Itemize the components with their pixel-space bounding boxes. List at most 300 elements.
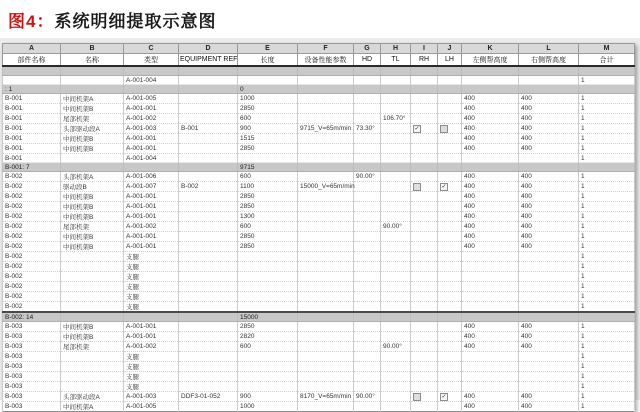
table-cell[interactable]: 400 xyxy=(462,392,519,402)
table-cell[interactable] xyxy=(179,144,238,154)
table-cell[interactable] xyxy=(438,212,462,222)
table-cell[interactable]: 尾部机架 xyxy=(61,114,124,124)
table-cell[interactable]: 1 xyxy=(579,242,635,252)
table-cell[interactable] xyxy=(438,322,462,332)
table-cell[interactable] xyxy=(179,352,238,362)
table-cell[interactable]: 1 xyxy=(579,202,635,212)
table-cell[interactable]: 400 xyxy=(519,402,579,412)
table-cell[interactable]: 1 xyxy=(579,192,635,202)
table-cell[interactable] xyxy=(354,182,381,192)
table-cell[interactable]: 1 xyxy=(579,262,635,272)
table-cell[interactable] xyxy=(438,104,462,114)
table-cell[interactable]: 中间机架B xyxy=(61,232,124,242)
table-cell[interactable]: 15000_V=65m/min xyxy=(298,182,354,192)
table-cell[interactable]: B-001 xyxy=(3,114,61,124)
table-cell[interactable]: B-001 xyxy=(3,104,61,114)
table-cell[interactable]: B-003 xyxy=(3,382,61,392)
table-cell[interactable] xyxy=(354,94,381,104)
table-cell[interactable]: 支腿 xyxy=(124,272,179,282)
table-cell[interactable] xyxy=(519,352,579,362)
table-cell[interactable] xyxy=(179,302,238,313)
table-cell[interactable] xyxy=(61,352,124,362)
table-cell[interactable] xyxy=(411,134,438,144)
table-cell[interactable] xyxy=(462,372,519,382)
table-cell[interactable] xyxy=(298,272,354,282)
table-cell[interactable] xyxy=(354,342,381,352)
table-cell[interactable] xyxy=(381,272,411,282)
table-cell[interactable] xyxy=(411,192,438,202)
table-cell[interactable]: 400 xyxy=(519,222,579,232)
table-cell[interactable] xyxy=(179,322,238,332)
table-cell[interactable] xyxy=(381,252,411,262)
table-cell[interactable] xyxy=(298,172,354,182)
table-cell[interactable] xyxy=(381,154,411,163)
table-cell[interactable]: 中间机架A xyxy=(61,402,124,412)
table-cell[interactable] xyxy=(238,362,298,372)
table-cell[interactable] xyxy=(438,282,462,292)
table-cell[interactable]: 1 xyxy=(579,362,635,372)
table-cell[interactable]: B-003 xyxy=(3,332,61,342)
table-cell[interactable] xyxy=(381,332,411,342)
table-cell[interactable]: 400 xyxy=(462,172,519,182)
table-cell[interactable]: B-003 xyxy=(3,362,61,372)
table-cell[interactable] xyxy=(179,202,238,212)
table-cell[interactable] xyxy=(381,382,411,392)
table-cell[interactable] xyxy=(354,262,381,272)
table-cell[interactable] xyxy=(298,76,354,85)
table-cell[interactable] xyxy=(238,282,298,292)
table-cell[interactable] xyxy=(462,362,519,372)
table-cell[interactable] xyxy=(238,352,298,362)
table-cell[interactable]: 中间机架B xyxy=(61,202,124,212)
table-cell[interactable] xyxy=(411,372,438,382)
table-cell[interactable] xyxy=(354,252,381,262)
table-cell[interactable] xyxy=(519,252,579,262)
table-cell[interactable] xyxy=(179,282,238,292)
table-cell[interactable]: B-003 xyxy=(3,392,61,402)
table-cell[interactable] xyxy=(354,154,381,163)
table-cell[interactable] xyxy=(438,192,462,202)
table-cell[interactable] xyxy=(438,114,462,124)
table-cell[interactable] xyxy=(298,302,354,313)
table-cell[interactable]: 头部机架A xyxy=(61,172,124,182)
table-cell[interactable] xyxy=(438,352,462,362)
table-cell[interactable]: 头部驱动段A xyxy=(61,124,124,134)
table-cell[interactable]: 400 xyxy=(462,342,519,352)
table-cell[interactable]: 400 xyxy=(462,322,519,332)
table-cell[interactable]: 尾部机架 xyxy=(61,342,124,352)
table-cell[interactable] xyxy=(519,154,579,163)
table-cell[interactable] xyxy=(438,202,462,212)
column-letter[interactable]: H xyxy=(381,44,411,54)
table-cell[interactable]: 73.30° xyxy=(354,124,381,134)
table-cell[interactable] xyxy=(354,332,381,342)
table-cell[interactable] xyxy=(179,104,238,114)
table-cell[interactable] xyxy=(438,242,462,252)
table-cell[interactable]: A-001-004 xyxy=(124,154,179,163)
table-cell[interactable] xyxy=(438,292,462,302)
table-cell[interactable]: 1 xyxy=(579,392,635,402)
table-cell[interactable]: A-001-004 xyxy=(124,76,179,85)
table-cell[interactable]: 600 xyxy=(238,114,298,124)
table-cell[interactable] xyxy=(298,232,354,242)
table-cell[interactable] xyxy=(381,262,411,272)
table-cell[interactable]: 1 xyxy=(579,352,635,362)
table-cell[interactable] xyxy=(354,302,381,313)
table-cell[interactable] xyxy=(411,392,438,402)
table-cell[interactable] xyxy=(411,114,438,124)
table-cell[interactable] xyxy=(298,362,354,372)
table-cell[interactable] xyxy=(354,192,381,202)
table-cell[interactable] xyxy=(354,76,381,85)
table-cell[interactable]: B-001 xyxy=(179,124,238,134)
table-cell[interactable]: 支腿 xyxy=(124,262,179,272)
table-cell[interactable]: 1 xyxy=(579,144,635,154)
table-cell[interactable] xyxy=(462,272,519,282)
table-cell[interactable]: 2850 xyxy=(238,202,298,212)
table-cell[interactable] xyxy=(61,362,124,372)
table-cell[interactable] xyxy=(298,104,354,114)
table-cell[interactable] xyxy=(381,372,411,382)
table-cell[interactable]: 1 xyxy=(579,372,635,382)
table-cell[interactable] xyxy=(61,252,124,262)
table-cell[interactable] xyxy=(411,282,438,292)
table-cell[interactable] xyxy=(438,76,462,85)
table-cell[interactable]: A-001-001 xyxy=(124,332,179,342)
table-cell[interactable]: 400 xyxy=(519,94,579,104)
table-cell[interactable] xyxy=(61,382,124,392)
column-letter[interactable]: E xyxy=(238,44,298,54)
table-cell[interactable] xyxy=(381,302,411,313)
table-cell[interactable] xyxy=(179,362,238,372)
table-cell[interactable] xyxy=(298,154,354,163)
table-cell[interactable] xyxy=(354,242,381,252)
table-cell[interactable]: 1 xyxy=(579,94,635,104)
table-cell[interactable] xyxy=(354,272,381,282)
table-cell[interactable] xyxy=(438,382,462,392)
table-cell[interactable]: 400 xyxy=(462,222,519,232)
table-cell[interactable]: 1 xyxy=(579,342,635,352)
table-cell[interactable]: 400 xyxy=(519,232,579,242)
table-cell[interactable] xyxy=(438,392,462,402)
table-cell[interactable]: 1 xyxy=(579,114,635,124)
table-cell[interactable] xyxy=(298,262,354,272)
table-cell[interactable]: 1 xyxy=(579,252,635,262)
table-cell[interactable] xyxy=(381,202,411,212)
table-cell[interactable] xyxy=(381,76,411,85)
table-cell[interactable]: B-001 xyxy=(3,134,61,144)
table-cell[interactable]: 2850 xyxy=(238,322,298,332)
table-cell[interactable]: 900 xyxy=(238,392,298,402)
table-cell[interactable]: 1 xyxy=(579,212,635,222)
column-letter[interactable]: G xyxy=(354,44,381,54)
column-letter[interactable]: F xyxy=(298,44,354,54)
table-cell[interactable]: A-001-007 xyxy=(124,182,179,192)
lh-checkbox-checked[interactable]: ✓ xyxy=(441,183,447,190)
table-cell[interactable] xyxy=(179,222,238,232)
table-cell[interactable]: A-001-001 xyxy=(124,242,179,252)
table-cell[interactable] xyxy=(519,362,579,372)
table-cell[interactable]: 106.70° xyxy=(381,114,411,124)
table-cell[interactable] xyxy=(519,76,579,85)
table-cell[interactable]: 600 xyxy=(238,342,298,352)
table-cell[interactable] xyxy=(519,272,579,282)
table-cell[interactable] xyxy=(411,104,438,114)
table-cell[interactable] xyxy=(179,154,238,163)
table-cell[interactable]: A-001-003 xyxy=(124,392,179,402)
table-cell[interactable]: B-002 xyxy=(3,202,61,212)
table-cell[interactable]: 1515 xyxy=(238,134,298,144)
table-cell[interactable] xyxy=(179,272,238,282)
table-cell[interactable]: 1 xyxy=(579,222,635,232)
table-cell[interactable] xyxy=(381,182,411,192)
table-cell[interactable] xyxy=(354,372,381,382)
table-cell[interactable]: 400 xyxy=(519,242,579,252)
table-cell[interactable] xyxy=(179,382,238,392)
table-cell[interactable]: 中间机架B xyxy=(61,212,124,222)
table-cell[interactable]: 1 xyxy=(579,134,635,144)
table-cell[interactable] xyxy=(411,362,438,372)
table-cell[interactable] xyxy=(298,134,354,144)
table-cell[interactable] xyxy=(179,402,238,412)
table-cell[interactable] xyxy=(438,134,462,144)
table-cell[interactable]: 1 xyxy=(579,382,635,392)
table-cell[interactable]: 1 xyxy=(579,104,635,114)
table-cell[interactable] xyxy=(61,76,124,85)
table-cell[interactable]: A-001-005 xyxy=(124,402,179,412)
table-cell[interactable] xyxy=(438,402,462,412)
table-cell[interactable]: 2850 xyxy=(238,242,298,252)
table-cell[interactable] xyxy=(411,124,438,134)
table-cell[interactable]: 2850 xyxy=(238,192,298,202)
table-cell[interactable]: 头部驱动段A xyxy=(61,392,124,402)
table-cell[interactable] xyxy=(411,252,438,262)
table-cell[interactable] xyxy=(61,292,124,302)
table-cell[interactable] xyxy=(298,212,354,222)
table-cell[interactable]: 1300 xyxy=(238,212,298,222)
table-cell[interactable]: B-003 xyxy=(3,322,61,332)
table-cell[interactable] xyxy=(411,232,438,242)
table-cell[interactable]: 2850 xyxy=(238,232,298,242)
table-cell[interactable]: B-002 xyxy=(3,292,61,302)
table-cell[interactable] xyxy=(179,232,238,242)
table-cell[interactable] xyxy=(354,382,381,392)
table-cell[interactable]: 中间机架B xyxy=(61,104,124,114)
table-cell[interactable] xyxy=(238,272,298,282)
table-cell[interactable]: 中间机架B xyxy=(61,192,124,202)
table-cell[interactable]: B-002 xyxy=(3,302,61,313)
table-cell[interactable]: B-002 xyxy=(3,192,61,202)
table-cell[interactable]: B-002 xyxy=(3,232,61,242)
table-cell[interactable] xyxy=(238,382,298,392)
column-letter[interactable]: B xyxy=(61,44,124,54)
column-letter[interactable]: K xyxy=(462,44,519,54)
table-cell[interactable] xyxy=(179,134,238,144)
table-cell[interactable] xyxy=(411,382,438,392)
table-cell[interactable]: 1 xyxy=(579,332,635,342)
table-cell[interactable]: 1 xyxy=(579,272,635,282)
table-cell[interactable] xyxy=(438,262,462,272)
table-cell[interactable] xyxy=(298,242,354,252)
table-cell[interactable]: 400 xyxy=(462,232,519,242)
table-cell[interactable]: 1 xyxy=(579,182,635,192)
table-cell[interactable]: 400 xyxy=(519,134,579,144)
table-cell[interactable] xyxy=(238,76,298,85)
table-cell[interactable]: 400 xyxy=(462,192,519,202)
table-cell[interactable]: 400 xyxy=(519,172,579,182)
table-cell[interactable] xyxy=(519,292,579,302)
table-cell[interactable]: 1 xyxy=(579,302,635,313)
table-cell[interactable] xyxy=(179,332,238,342)
table-cell[interactable]: A-001-001 xyxy=(124,144,179,154)
table-cell[interactable]: 1 xyxy=(579,402,635,412)
table-cell[interactable]: 90.00° xyxy=(354,172,381,182)
table-cell[interactable] xyxy=(519,372,579,382)
table-cell[interactable]: 1000 xyxy=(238,94,298,104)
table-cell[interactable] xyxy=(411,242,438,252)
table-cell[interactable] xyxy=(61,154,124,163)
table-cell[interactable] xyxy=(354,134,381,144)
table-cell[interactable] xyxy=(438,342,462,352)
table-cell[interactable] xyxy=(411,352,438,362)
table-cell[interactable] xyxy=(411,222,438,232)
rh-checkbox-checked[interactable]: ✓ xyxy=(414,125,420,132)
table-cell[interactable]: 1 xyxy=(579,292,635,302)
table-cell[interactable]: 9715_V=65m/min xyxy=(298,124,354,134)
table-cell[interactable]: B-003 xyxy=(3,402,61,412)
table-cell[interactable] xyxy=(354,282,381,292)
table-cell[interactable] xyxy=(411,154,438,163)
table-cell[interactable] xyxy=(381,232,411,242)
table-cell[interactable]: 1000 xyxy=(238,402,298,412)
table-cell[interactable] xyxy=(411,262,438,272)
table-cell[interactable]: A-001-006 xyxy=(124,172,179,182)
table-cell[interactable] xyxy=(298,252,354,262)
table-cell[interactable]: A-001-001 xyxy=(124,202,179,212)
table-cell[interactable]: 400 xyxy=(462,124,519,134)
table-cell[interactable]: 400 xyxy=(519,212,579,222)
table-cell[interactable] xyxy=(519,302,579,313)
table-cell[interactable] xyxy=(179,76,238,85)
table-cell[interactable] xyxy=(61,302,124,313)
table-cell[interactable] xyxy=(298,222,354,232)
table-cell[interactable] xyxy=(381,104,411,114)
table-cell[interactable] xyxy=(381,282,411,292)
rh-checkbox-unchecked[interactable] xyxy=(413,183,421,191)
table-cell[interactable] xyxy=(354,362,381,372)
table-cell[interactable]: A-001-005 xyxy=(124,94,179,104)
table-cell[interactable] xyxy=(381,242,411,252)
table-cell[interactable] xyxy=(462,302,519,313)
table-cell[interactable] xyxy=(354,212,381,222)
table-cell[interactable] xyxy=(411,302,438,313)
table-cell[interactable] xyxy=(438,252,462,262)
table-cell[interactable] xyxy=(179,252,238,262)
table-cell[interactable] xyxy=(462,282,519,292)
table-cell[interactable]: 400 xyxy=(519,202,579,212)
table-cell[interactable] xyxy=(354,202,381,212)
table-cell[interactable]: A-001-001 xyxy=(124,134,179,144)
table-cell[interactable] xyxy=(298,322,354,332)
table-cell[interactable]: 支腿 xyxy=(124,352,179,362)
table-cell[interactable]: 90.00° xyxy=(381,342,411,352)
table-cell[interactable] xyxy=(298,342,354,352)
table-cell[interactable]: B-001 xyxy=(3,94,61,104)
column-letter[interactable]: C xyxy=(124,44,179,54)
table-cell[interactable]: B-003 xyxy=(3,352,61,362)
table-cell[interactable] xyxy=(238,302,298,313)
table-cell[interactable] xyxy=(381,192,411,202)
table-cell[interactable] xyxy=(179,212,238,222)
table-cell[interactable] xyxy=(438,154,462,163)
table-cell[interactable] xyxy=(462,252,519,262)
table-cell[interactable] xyxy=(238,262,298,272)
table-cell[interactable]: 1 xyxy=(579,322,635,332)
table-cell[interactable]: 400 xyxy=(519,182,579,192)
table-cell[interactable]: 400 xyxy=(462,332,519,342)
lh-checkbox-checked[interactable]: ✓ xyxy=(441,393,447,400)
table-cell[interactable] xyxy=(354,402,381,412)
table-cell[interactable] xyxy=(354,114,381,124)
table-cell[interactable]: 400 xyxy=(519,342,579,352)
table-cell[interactable] xyxy=(354,144,381,154)
table-cell[interactable] xyxy=(179,262,238,272)
table-cell[interactable]: 600 xyxy=(238,222,298,232)
table-cell[interactable] xyxy=(179,114,238,124)
table-cell[interactable]: B-002 xyxy=(3,212,61,222)
table-cell[interactable] xyxy=(238,372,298,382)
table-cell[interactable] xyxy=(61,372,124,382)
table-cell[interactable] xyxy=(354,222,381,232)
table-cell[interactable] xyxy=(411,322,438,332)
table-cell[interactable] xyxy=(438,232,462,242)
table-cell[interactable] xyxy=(354,232,381,242)
table-cell[interactable]: B-002 xyxy=(3,272,61,282)
table-cell[interactable] xyxy=(438,94,462,104)
table-cell[interactable] xyxy=(61,262,124,272)
table-cell[interactable] xyxy=(298,402,354,412)
table-cell[interactable] xyxy=(438,172,462,182)
table-cell[interactable] xyxy=(519,262,579,272)
table-cell[interactable]: A-001-002 xyxy=(124,222,179,232)
table-cell[interactable]: A-001-002 xyxy=(124,342,179,352)
table-cell[interactable] xyxy=(61,272,124,282)
table-cell[interactable] xyxy=(411,332,438,342)
table-cell[interactable]: 支腿 xyxy=(124,252,179,262)
table-cell[interactable] xyxy=(438,332,462,342)
table-cell[interactable]: 400 xyxy=(519,144,579,154)
table-cell[interactable] xyxy=(438,302,462,313)
table-cell[interactable] xyxy=(462,262,519,272)
table-cell[interactable] xyxy=(298,282,354,292)
table-cell[interactable]: 400 xyxy=(462,104,519,114)
table-cell[interactable] xyxy=(438,372,462,382)
table-cell[interactable] xyxy=(438,144,462,154)
table-cell[interactable]: B-001 xyxy=(3,154,61,163)
table-cell[interactable]: B-002 xyxy=(3,172,61,182)
column-letter[interactable]: L xyxy=(519,44,579,54)
table-cell[interactable] xyxy=(462,76,519,85)
table-cell[interactable]: A-001-003 xyxy=(124,124,179,134)
table-cell[interactable] xyxy=(238,252,298,262)
column-letter[interactable]: J xyxy=(438,44,462,54)
table-cell[interactable]: 400 xyxy=(462,144,519,154)
table-cell[interactable] xyxy=(438,272,462,282)
table-cell[interactable] xyxy=(381,144,411,154)
table-cell[interactable] xyxy=(411,402,438,412)
table-cell[interactable] xyxy=(179,94,238,104)
table-cell[interactable] xyxy=(354,352,381,362)
